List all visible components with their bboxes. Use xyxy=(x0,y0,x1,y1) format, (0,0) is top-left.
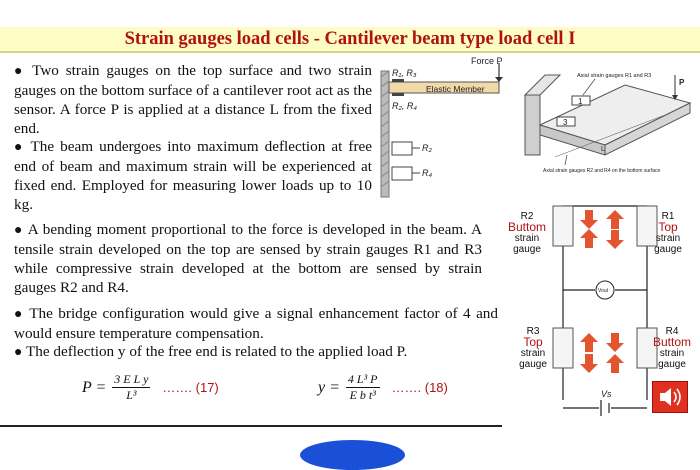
paragraph-1 xyxy=(14,61,372,138)
eq18-label: ……. (18) xyxy=(391,380,448,395)
eq18-numerator: 4 L³ P xyxy=(347,372,378,386)
paragraph-4-text: The bridge configuration would give a signal enhancement factor of 4 and would ensure temperature compensation. xyxy=(14,305,498,342)
arrow-up-icon xyxy=(606,354,624,373)
eq17-label: ……. (17) xyxy=(162,380,219,395)
r2-position: Buttom xyxy=(507,220,546,234)
top-gauge-note: Axial strain gauges R1 and R3 xyxy=(577,73,652,79)
arrow-down-icon xyxy=(580,354,598,373)
mount-block xyxy=(525,75,560,95)
bullet: ● xyxy=(14,64,26,79)
gauge-bottom xyxy=(392,93,404,96)
eq17-fraction xyxy=(112,372,150,403)
gauge-r4-label: R₄ xyxy=(422,168,433,178)
r3-label xyxy=(515,326,551,370)
arrow-down-icon xyxy=(606,230,624,249)
r4-name: R4 xyxy=(665,326,679,337)
r1-gauge: gauge xyxy=(654,244,682,255)
top-note-leader xyxy=(583,79,595,95)
equation-17 xyxy=(82,372,219,403)
bullet: ● xyxy=(14,345,23,360)
r4-gauge: gauge xyxy=(658,359,686,370)
r2-name: R2 xyxy=(520,211,534,222)
r1-label xyxy=(651,211,685,255)
equation-18 xyxy=(318,372,448,403)
paragraph-2 xyxy=(14,137,372,214)
r2-gauge: gauge xyxy=(513,244,541,255)
paragraph-1-text: Two strain gauges on the top surface and two strain gauges on the bottom surface of a cantilever root act as the sensor. A force P is applied at a distance L from the fixed end. xyxy=(14,62,372,137)
bottom-gauge-note: Axial strain gauges R2 and R4 on the bottom surface xyxy=(543,168,661,174)
r13-label: R₁, R₃ xyxy=(392,68,417,78)
gauge-r2-box xyxy=(392,142,412,155)
r1-strain: strain xyxy=(655,233,681,244)
gauge-r4-box xyxy=(392,167,412,180)
r4-position: Buttom xyxy=(652,335,691,349)
force-label: Force P xyxy=(471,56,503,66)
r2-strain: strain xyxy=(514,233,540,244)
bottom-note-leader xyxy=(565,155,567,165)
r1-name: R1 xyxy=(661,211,675,222)
eq17-denominator: L³ xyxy=(126,388,137,402)
paragraph-4 xyxy=(14,304,498,343)
paragraph-3-text: A bending moment proportional to the force is developed in the beam. A tensile strain developed on the top are sensed by strain gauges R1 and R3 while compressive strain developed at the bottom are sensed by strain gauges R2 and R4. xyxy=(14,221,482,296)
arrow-down-icon xyxy=(606,333,624,352)
cantilever-schematic xyxy=(380,55,515,200)
gauge-top xyxy=(392,79,404,82)
vs-label: Vs xyxy=(601,389,612,399)
beam-3d-diagram xyxy=(515,55,700,200)
gauge-r3 xyxy=(553,328,573,368)
eq18-denominator: E b t³ xyxy=(349,388,376,402)
arrow-up-icon xyxy=(606,210,624,229)
speaker-glyph xyxy=(653,382,687,412)
r3-gauge: gauge xyxy=(519,359,547,370)
arrow-down-icon xyxy=(580,210,598,229)
bottom-rule xyxy=(0,425,502,427)
r2-label xyxy=(502,211,552,255)
paragraph-3 xyxy=(14,220,482,297)
r3-name: R3 xyxy=(526,326,540,337)
bullet: ● xyxy=(14,223,24,238)
arrow-up-icon xyxy=(580,333,598,352)
l-label: L xyxy=(601,146,605,153)
paragraph-5-text: The deflection y of the free end is related to the applied load P. xyxy=(26,343,408,360)
blue-oval-button[interactable] xyxy=(300,440,405,470)
r3-strain: strain xyxy=(520,348,546,359)
speaker-icon[interactable] xyxy=(652,381,688,413)
vout-label: Vout xyxy=(598,288,609,294)
arrow-up-icon xyxy=(580,229,598,248)
paragraph-2-text: The beam undergoes into maximum deflection at free end of beam and maximum strain will be experienced at fixed end. Employed for measuring lower loads up to 10 kg. xyxy=(14,138,372,213)
force-arrowhead xyxy=(495,77,503,82)
gauge-r2-label: R₂ xyxy=(422,143,432,153)
r4-label xyxy=(649,326,695,370)
gauge-box-1-label: 1 xyxy=(578,97,583,106)
r4-strain: strain xyxy=(659,348,685,359)
gauge-r2 xyxy=(553,206,573,246)
gauge-box-3-label: 3 xyxy=(563,118,568,127)
eq17-lhs: P = xyxy=(82,378,107,396)
r24-label: R₂, R₄ xyxy=(392,101,418,111)
bullet: ● xyxy=(14,307,25,322)
p-label: P xyxy=(679,78,685,87)
paragraph-5 xyxy=(14,342,498,362)
bullet: ● xyxy=(14,140,25,155)
eq17-numerator: 3 E L y xyxy=(114,372,149,386)
mount-front xyxy=(525,95,540,155)
member-label: Elastic Member xyxy=(426,84,485,94)
eq18-fraction xyxy=(346,372,380,403)
r1-position: Top xyxy=(658,220,678,234)
r3-position: Top xyxy=(523,335,543,349)
eq18-lhs: y = xyxy=(318,378,340,396)
slide-title: Strain gauges load cells - Cantilever beam type load cell I xyxy=(124,29,576,49)
